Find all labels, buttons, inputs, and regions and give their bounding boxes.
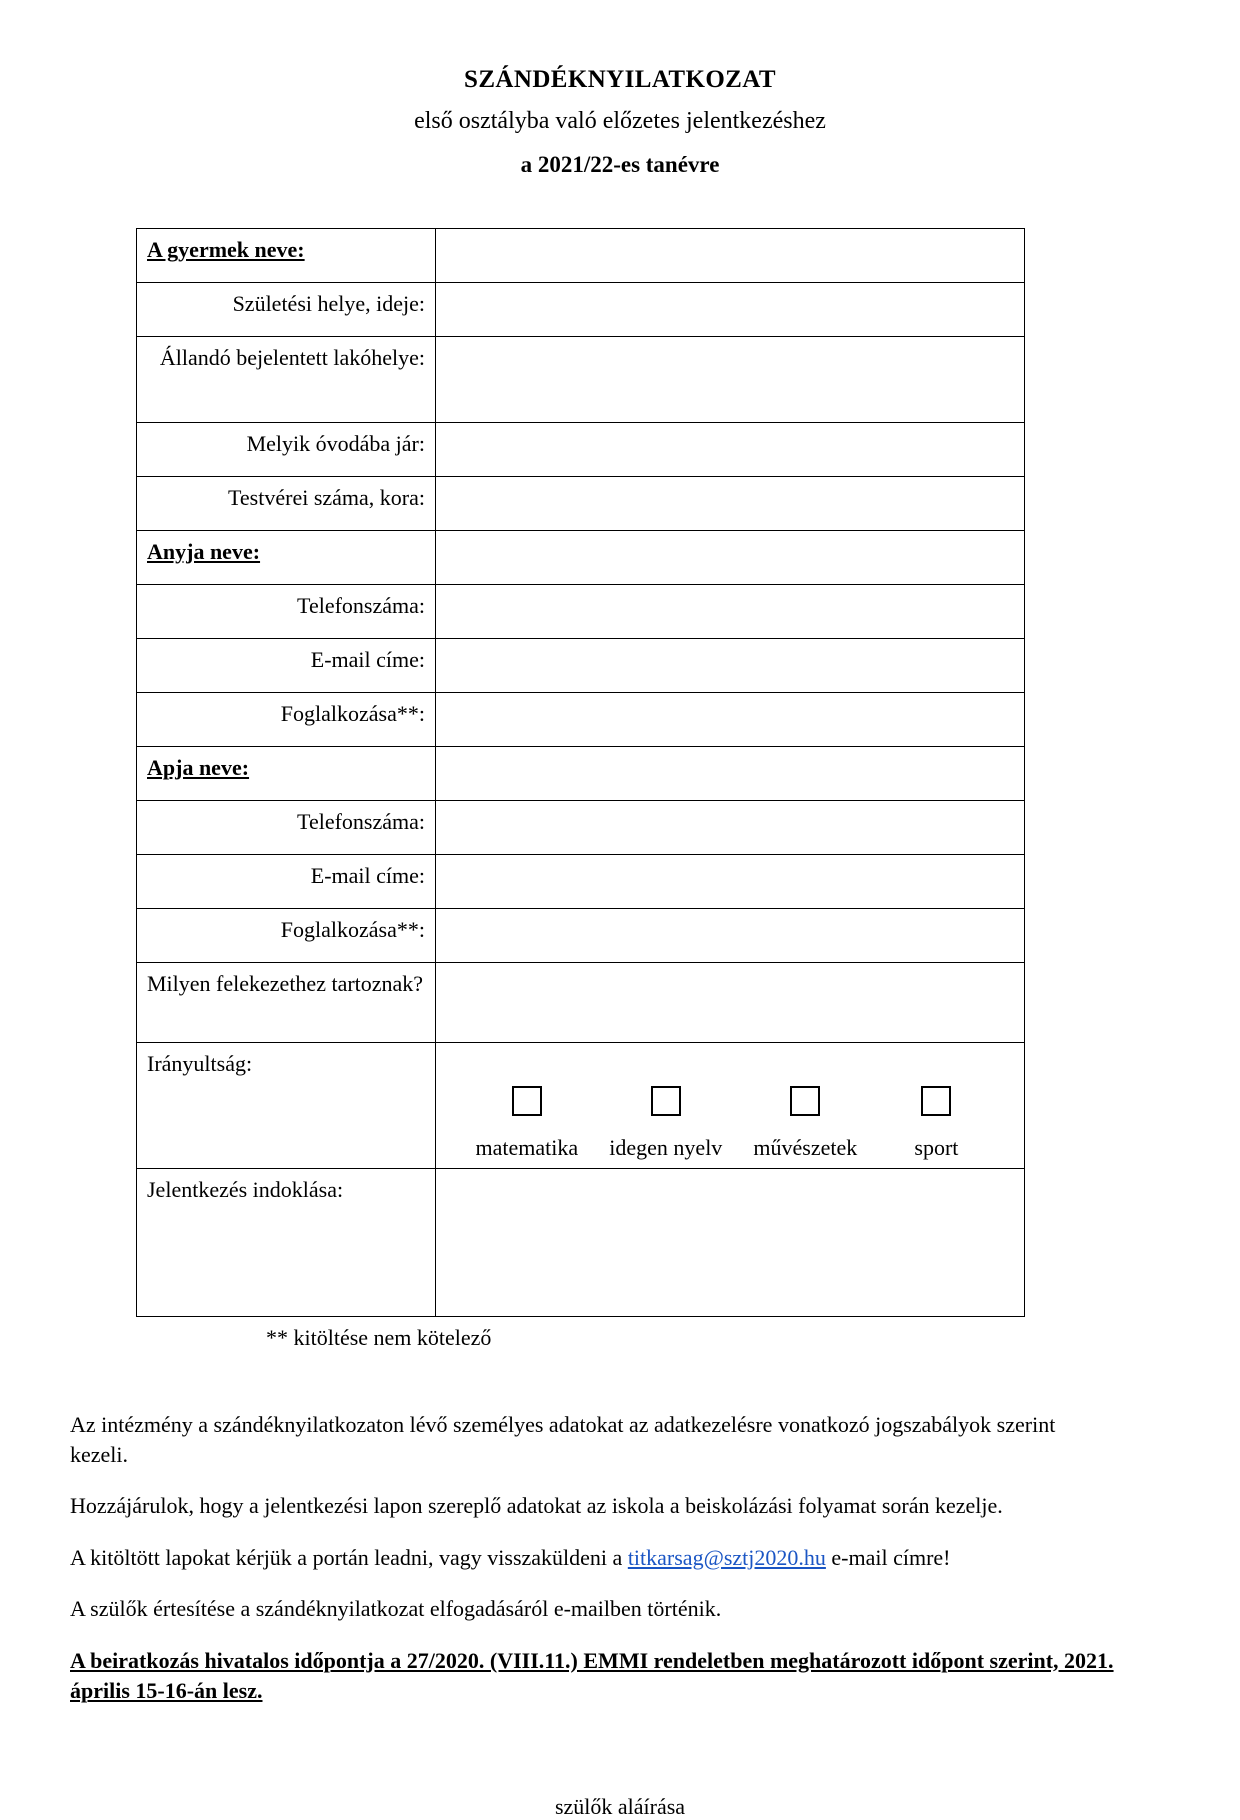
form-label-text: Milyen felekezethez tartoznak? (147, 970, 424, 996)
form-row (137, 800, 1025, 854)
form-row (137, 854, 1025, 908)
paragraph-submission-suffix: e-mail címre! (825, 1544, 951, 1570)
form-row (137, 584, 1025, 638)
form-row (137, 336, 1025, 422)
orientation-option[interactable] (609, 1086, 722, 1159)
signature-label: szülők aláírása (554, 1794, 686, 1820)
form-label-text: Testvérei száma, kora: (228, 484, 425, 510)
form-row (137, 692, 1025, 746)
form-row-value-field[interactable] (436, 336, 1025, 422)
form-label-text: Irányultság: (147, 1050, 253, 1076)
form-row-value-field[interactable] (436, 908, 1025, 962)
checkbox-idegen-nyelv[interactable] (651, 1086, 681, 1116)
form-footnote: ** kitöltése nem kötelező (266, 1324, 492, 1350)
form-row (137, 908, 1025, 962)
document-subtitle: első osztályba való előzetes jelentkezéshez (414, 108, 826, 135)
orientation-option[interactable] (753, 1086, 857, 1159)
form-row-label (137, 530, 436, 584)
form-row (137, 228, 1025, 282)
email-link[interactable]: titkarsag@sztj2020.hu (627, 1544, 826, 1570)
form-row-label (137, 584, 436, 638)
form-row-label (137, 962, 436, 1042)
form-row (137, 1168, 1025, 1316)
form-row (137, 282, 1025, 336)
form-row-value-field[interactable] (436, 962, 1025, 1042)
form-row-value-field[interactable] (436, 476, 1025, 530)
form-row-value-field[interactable] (436, 584, 1025, 638)
orientation-option-label: matematika (475, 1134, 579, 1160)
checkbox-sport[interactable] (921, 1086, 951, 1116)
form-row-label (137, 1042, 436, 1168)
orientation-options-group (446, 1049, 1014, 1161)
form-label-text: Telefonszáma: (297, 808, 425, 834)
form-row-label (137, 228, 436, 282)
form-label-text: Jelentkezés indoklása: (147, 1176, 344, 1202)
form-label-text: Melyik óvodába jár: (246, 430, 425, 456)
form-label-text: Foglalkozása**: (280, 700, 425, 726)
form-row-label (137, 336, 436, 422)
form-row-label (137, 692, 436, 746)
document-title: SZÁNDÉKNYILATKOZAT (464, 66, 776, 93)
form-label-text: Állandó bejelentett lakóhelye: (159, 344, 425, 370)
body-text-block (70, 1410, 1170, 1706)
form-row-label (137, 746, 436, 800)
form-row-value-field[interactable] (436, 746, 1025, 800)
form-row (137, 638, 1025, 692)
orientation-option-label: idegen nyelv (609, 1134, 723, 1160)
form-row-label (137, 1168, 436, 1316)
form-row-value-field[interactable] (436, 692, 1025, 746)
form-label-text: E-mail címe: (310, 862, 425, 888)
form-row (137, 746, 1025, 800)
form-label-text: Születési helye, ideje: (232, 290, 425, 316)
form-row-value-field[interactable] (436, 422, 1025, 476)
orientation-option-label: sport (914, 1134, 959, 1160)
form-row-value-field[interactable] (436, 638, 1025, 692)
paragraph-submission-prefix: A kitöltött lapokat kérjük a portán leadni, vagy visszaküldeni a (70, 1544, 628, 1570)
paragraph-official-date-notice: A beiratkozás hivatalos időpontja a 27/2020. (VIII.11.) EMMI rendeletben meghatározott időpont szerint, 2021. április 15-16-án lesz. (70, 1647, 1114, 1703)
form-row-label (137, 800, 436, 854)
form-row (137, 530, 1025, 584)
paragraph-submission (70, 1543, 1114, 1572)
form-label-text: A gyermek neve: (147, 236, 305, 262)
form-row-value-field[interactable] (436, 854, 1025, 908)
checkbox-művészetek[interactable] (790, 1086, 820, 1116)
orientation-option[interactable] (476, 1086, 579, 1159)
form-row (137, 422, 1025, 476)
form-row-value-field[interactable] (436, 1042, 1025, 1168)
form-table-container (70, 228, 1170, 1353)
title-block (70, 64, 1170, 180)
paragraph-notification: A szülők értesítése a szándéknyilatkozat elfogadásáról e-mailben történik. (70, 1596, 722, 1622)
form-label-text: Telefonszáma: (297, 592, 425, 618)
form-label-text: Apja neve: (147, 754, 250, 780)
form-row-label (137, 638, 436, 692)
form-row-label (137, 854, 436, 908)
form-label-text: Anyja neve: (147, 538, 261, 564)
form-row-value-field[interactable] (436, 530, 1025, 584)
form-row-label (137, 476, 436, 530)
form-row-value-field[interactable] (436, 282, 1025, 336)
form-row-label (137, 282, 436, 336)
form-row-value-field[interactable] (436, 1168, 1025, 1316)
orientation-option[interactable] (888, 1086, 984, 1159)
form-row (137, 476, 1025, 530)
document-school-year: a 2021/22-es tanévre (520, 151, 720, 177)
paragraph-consent: Hozzájárulok, hogy a jelentkezési lapon szereplő adatokat az iskola a beiskolázási folyamat során kezelje. (70, 1493, 1003, 1519)
enrollment-form-table (136, 228, 1025, 1317)
form-row (137, 962, 1025, 1042)
checkbox-matematika[interactable] (512, 1086, 542, 1116)
form-row (137, 1042, 1025, 1168)
form-row-label (137, 422, 436, 476)
orientation-option-label: művészetek (753, 1134, 858, 1160)
form-row-value-field[interactable] (436, 800, 1025, 854)
form-row-value-field[interactable] (436, 228, 1025, 282)
form-row-label (137, 908, 436, 962)
form-label-text: Foglalkozása**: (280, 916, 425, 942)
paragraph-data-handling: Az intézmény a szándéknyilatkozaton lévő személyes adatokat az adatkezelésre vonatkozó jogszabályok szerint kezeli. (70, 1412, 1056, 1467)
form-label-text: E-mail címe: (310, 646, 425, 672)
